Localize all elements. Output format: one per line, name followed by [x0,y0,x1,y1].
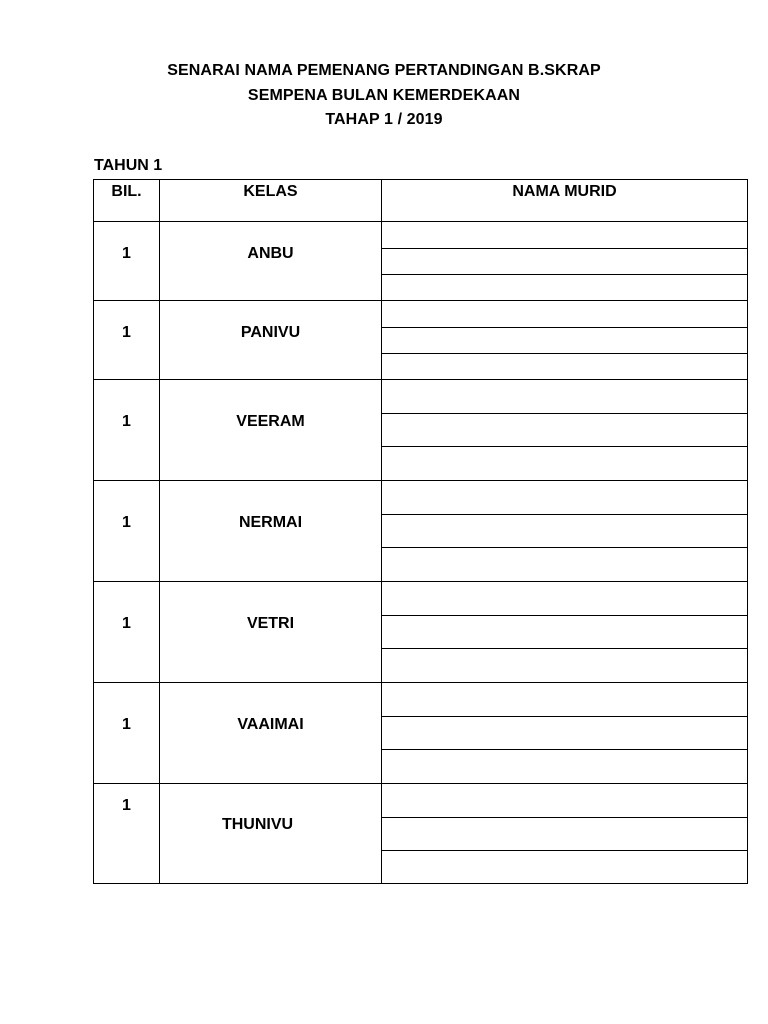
nama-murid-field[interactable] [382,683,748,717]
header-bil: BIL. [94,180,160,222]
section-label: TAHUN 1 [94,157,163,174]
kelas-cell: ANBU [160,222,382,301]
nama-murid-field[interactable] [382,750,748,784]
nama-murid-field[interactable] [382,481,748,515]
nama-murid-field[interactable] [382,616,748,649]
nama-murid-field[interactable] [382,582,748,616]
table-row [94,301,748,328]
bil-cell: 1 [94,222,160,301]
nama-murid-field[interactable] [382,818,748,851]
winners-table [93,179,748,884]
table-header-row [94,180,748,222]
table-row [94,582,748,616]
nama-murid-field[interactable] [382,275,748,301]
bil-cell: 1 [94,380,160,481]
bil-cell: 1 [94,683,160,784]
document-title-line-1: SENARAI NAMA PEMENANG PERTANDINGAN B.SKRAP [167,62,601,79]
nama-murid-field[interactable] [382,414,748,447]
nama-murid-field[interactable] [382,649,748,683]
kelas-cell: VAAIMAI [160,683,382,784]
nama-murid-field[interactable] [382,354,748,380]
nama-murid-field[interactable] [382,548,748,582]
header-kelas: KELAS [160,180,382,222]
nama-murid-field[interactable] [382,301,748,328]
document-title-line-2: SEMPENA BULAN KEMERDEKAAN [247,87,521,104]
nama-murid-field[interactable] [382,447,748,481]
nama-murid-field[interactable] [382,249,748,275]
bil-cell: 1 [94,582,160,683]
bil-cell: 1 [94,481,160,582]
table-row [94,683,748,717]
table-row [94,784,748,818]
nama-murid-field[interactable] [382,784,748,818]
table-row [94,380,748,414]
kelas-cell: VEERAM [160,380,382,481]
bil-cell: 1 [94,784,160,884]
header-nama-murid: NAMA MURID [382,180,748,222]
nama-murid-field[interactable] [382,515,748,548]
nama-murid-field[interactable] [382,717,748,750]
kelas-cell: PANIVU [160,301,382,380]
kelas-cell: THUNIVU [160,784,382,884]
table-row [94,222,748,249]
nama-murid-field[interactable] [382,328,748,354]
kelas-cell: NERMAI [160,481,382,582]
nama-murid-field[interactable] [382,851,748,884]
bil-cell: 1 [94,301,160,380]
document-title-line-3: TAHAP 1 / 2019 [325,111,443,128]
nama-murid-field[interactable] [382,222,748,249]
table-row [94,481,748,515]
kelas-cell: VETRI [160,582,382,683]
nama-murid-field[interactable] [382,380,748,414]
